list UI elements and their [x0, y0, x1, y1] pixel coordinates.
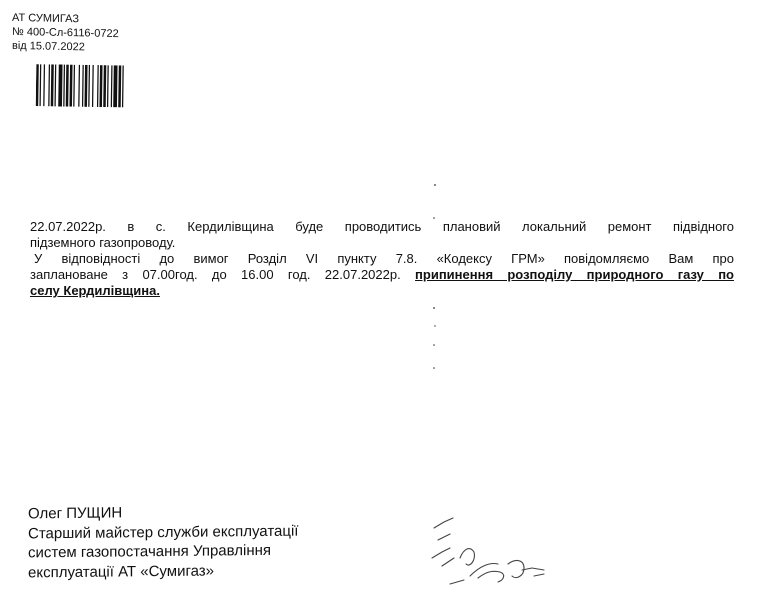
notice-line-2: підземного газопроводу. — [30, 235, 176, 250]
notice-line-5 — [30, 283, 734, 299]
notice-line-4-text: заплановане з 07.00год. до 16.00 год. 22.07.2022р. — [30, 267, 401, 282]
signer-title-1: Старший майстер служби експлуатації — [28, 522, 299, 542]
document-number: № 400-Сл-6116-0722 — [12, 25, 119, 41]
signer-block — [28, 502, 298, 583]
gas-stop-emphasis: припинення розподілу природного газу по — [415, 267, 734, 282]
signer-name: Олег ПУЩИН — [28, 504, 123, 523]
notice-body — [30, 219, 734, 299]
document-header — [12, 11, 119, 55]
signer-title-2: систем газопостачання Управління — [28, 541, 272, 562]
barcode-icon — [36, 64, 155, 108]
document-date: від 15.07.2022 — [12, 39, 85, 54]
notice-line-4 — [30, 267, 734, 283]
notice-line-1: 22.07.2022р. в с. Кердилівщина буде проводитись плановий локальний ремонт підвідного — [30, 219, 734, 234]
organization-name: АТ СУМИГАЗ — [12, 11, 79, 26]
village-emphasis: селу Кердилівщина. — [30, 283, 160, 298]
notice-line-3: У відповідності до вимог Розділ VI пункту 7.8. «Кодексу ГРМ» повідомляємо Вам про — [34, 251, 734, 266]
signature-icon — [420, 498, 570, 590]
signer-title-3: експлуатації АТ «Сумигаз» — [28, 561, 214, 581]
